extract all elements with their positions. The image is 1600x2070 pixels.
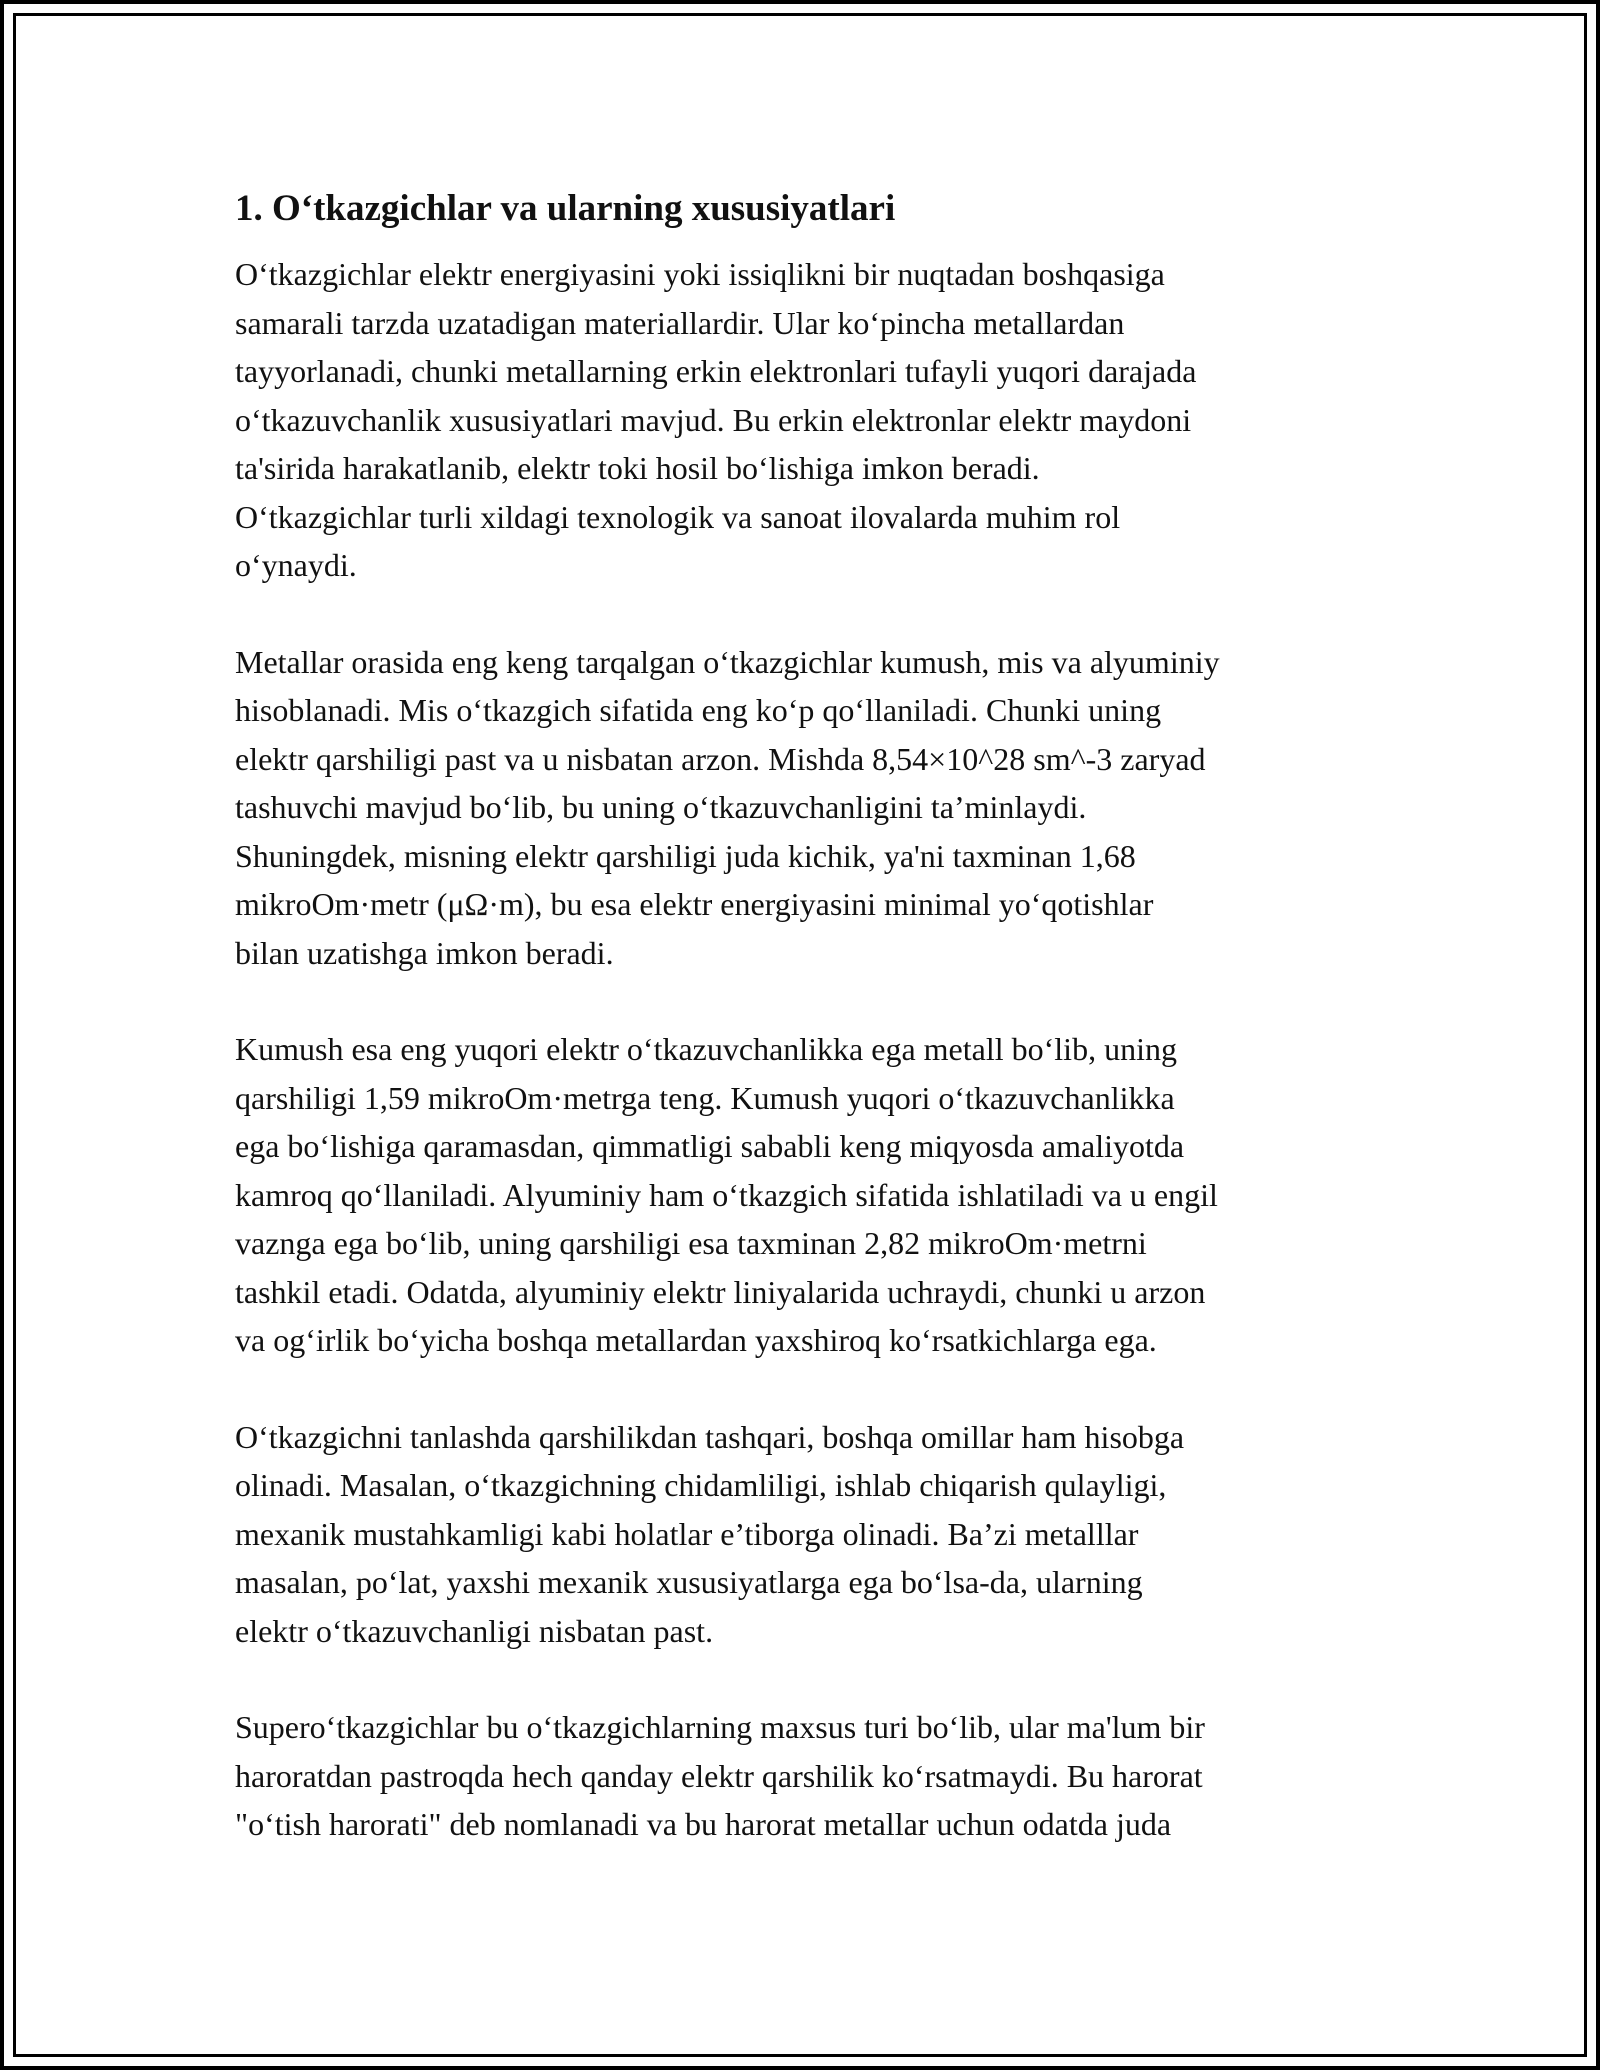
text-line: Kumush esa eng yuqori elektr o‘tkazuvchanlikka ega metall bo‘lib, uning — [235, 1031, 1177, 1067]
text-line: elektr qarshiligi past va u nisbatan arzon. Mishda 8,54×10^28 sm^-3 zaryad — [235, 740, 1206, 777]
text-line: kamroq qo‘llaniladi. Alyuminiy ham o‘tkazgich sifatida ishlatiladi va u engil — [235, 1176, 1218, 1213]
text-line: bilan uzatishga imkon beradi. — [235, 934, 614, 971]
text-line: masalan, po‘lat, yaxshi mexanik xususiyatlarga ega bo‘lsa-da, ularning — [235, 1564, 1143, 1600]
text-line: vaznga ega bo‘lib, uning qarshiligi esa taxminan 2,82 mikroOm·metrni — [235, 1225, 1147, 1261]
text-line: O‘tkazgichlar turli xildagi texnologik va sanoat ilovalarda muhim rol — [235, 498, 1121, 535]
text-line: tashkil etadi. Odatda, alyuminiy elektr liniyalarida uchraydi, chunki u arzon — [235, 1273, 1206, 1310]
paragraph-conductors-intro — [235, 250, 1375, 590]
text-line: elektr o‘tkazuvchanligi nisbatan past. — [235, 1612, 714, 1649]
text-line: o‘ynaydi. — [235, 547, 357, 583]
text-line: ta'sirida harakatlanib, elektr toki hosil bo‘lishiga imkon beradi. — [235, 450, 1040, 486]
text-line: Shuningdek, misning elektr qarshiligi juda kichik, ya'ni taxminan 1,68 — [235, 837, 1136, 874]
text-line: Metallar orasida eng keng tarqalgan o‘tkazgichlar kumush, mis va alyuminiy — [235, 643, 1220, 680]
text-line: tayyorlanadi, chunki metallarning erkin elektronlari tufayli yuqori darajada — [235, 353, 1197, 389]
paragraph-copper — [235, 638, 1375, 978]
text-line: tashuvchi mavjud bo‘lib, bu uning o‘tkazuvchanligini ta’minlaydi. — [235, 789, 1087, 825]
document-body — [235, 186, 1375, 1897]
text-line: olinadi. Masalan, o‘tkazgichning chidamliligi, ishlab chiqarish qulayligi, — [235, 1467, 1167, 1503]
text-line: O‘tkazgichni tanlashda qarshilikdan tashqari, boshqa omillar ham hisobga — [235, 1418, 1185, 1455]
paragraph-superconductors — [235, 1703, 1375, 1849]
text-line: mexanik mustahkamligi kabi holatlar e’tiborga olinadi. Ba’zi metalllar — [235, 1515, 1139, 1552]
text-line: O‘tkazgichlar elektr energiyasini yoki issiqlikni bir nuqtadan boshqasiga — [235, 256, 1165, 292]
text-line: qarshiligi 1,59 mikroOm·metrga teng. Kumush yuqori o‘tkazuvchanlikka — [235, 1079, 1175, 1116]
text-line: haroratdan pastroqda hech qanday elektr qarshilik ko‘rsatmaydi. Bu harorat — [235, 1757, 1203, 1794]
paragraph-silver-aluminium — [235, 1025, 1375, 1365]
text-line: "o‘tish harorati" deb nomlanadi va bu harorat metallar uchun odatda juda — [235, 1806, 1172, 1842]
text-line: hisoblanadi. Mis o‘tkazgich sifatida eng ko‘p qo‘llaniladi. Chunki uning — [235, 692, 1162, 728]
text-line: Supero‘tkazgichlar bu o‘tkazgichlarning maxsus turi bo‘lib, ular ma'lum bir — [235, 1709, 1205, 1745]
text-line: samarali tarzda uzatadigan materiallardir. Ular ko‘pincha metallardan — [235, 304, 1125, 341]
paragraph-selection-factors — [235, 1413, 1375, 1656]
text-line: ega bo‘lishiga qaramasdan, qimmatligi sababli keng miqyosda amaliyotda — [235, 1128, 1185, 1164]
text-line: o‘tkazuvchanlik xususiyatlari mavjud. Bu erkin elektronlar elektr maydoni — [235, 401, 1192, 438]
text-line: va og‘irlik bo‘yicha boshqa metallardan yaxshiroq ko‘rsatkichlarga ega. — [235, 1322, 1157, 1358]
text-line: mikroOm·metr (μΩ·m), bu esa elektr energiyasini minimal yo‘qotishlar — [235, 886, 1154, 922]
section-heading: 1. O‘tkazgichlar va ularning xususiyatlari — [235, 188, 896, 229]
